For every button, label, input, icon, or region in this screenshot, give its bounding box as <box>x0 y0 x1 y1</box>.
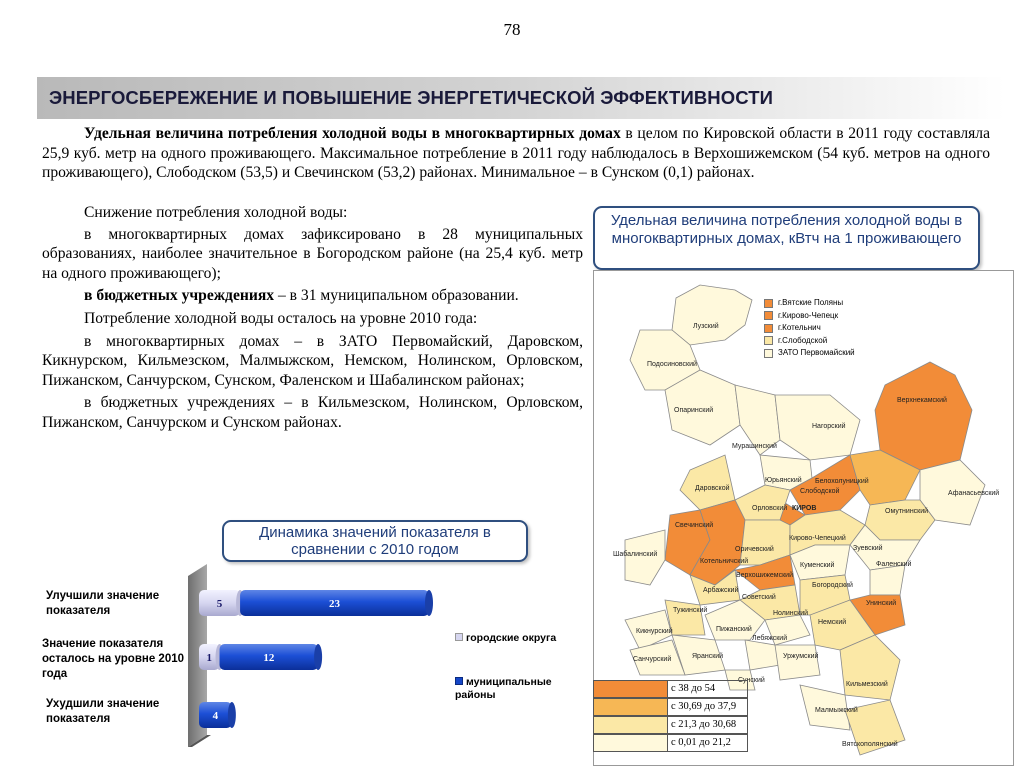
map-city-legend-item <box>764 310 855 323</box>
scale-swatch <box>593 680 668 698</box>
region-verkhnekamsky <box>875 362 972 470</box>
map-label-sovetsky: Советский <box>742 594 776 601</box>
map-label-orichevsky: Оричевский <box>735 546 774 553</box>
scale-swatch <box>593 716 668 734</box>
map-label-kirovochepetsky: Кирово-Чепецкий <box>789 535 846 542</box>
legend-city-label: ЗАТО Первомайский <box>778 348 855 357</box>
chart-data-label: 4 <box>212 710 219 722</box>
map-label-kirov: КИРОВ <box>792 505 817 512</box>
same-heading: Потребление холодной воды осталось на уровне 2010 года: <box>84 309 478 327</box>
chart-category-label-2: Значение показателя осталось на уровне 2010 года <box>42 638 185 680</box>
map-label-verkhoshizhemsky: Верхошижемский <box>736 572 793 579</box>
chart-data-label: 1 <box>206 652 213 664</box>
chart-data-label: 5 <box>216 598 223 610</box>
legend-swatch-urban <box>455 633 463 641</box>
page-title: ЭНЕРГОСБЕРЕЖЕНИЕ И ПОВЫШЕНИЕ ЭНЕРГЕТИЧЕСКОЙ ЭФФЕКТИВНОСТИ <box>49 87 774 108</box>
map-scale-row <box>593 680 748 698</box>
map-callout: Удельная величина потребления холодной воды в многоквартирных домах, кВтч на 1 проживающего <box>593 206 980 270</box>
scale-label: с 38 до 54 <box>668 680 748 698</box>
map-scale-row <box>593 716 748 734</box>
legend-swatch-city <box>764 349 773 358</box>
legend-swatch-city <box>764 324 773 333</box>
map-scale-row <box>593 734 748 752</box>
map-city-legend-item <box>764 347 855 360</box>
chart-legend-districts <box>455 676 565 702</box>
decrease-item-2-rest: – в 31 муниципальном образовании. <box>274 287 519 305</box>
region-falensky <box>870 565 905 595</box>
map-label-arbazhsky: Арбажский <box>703 587 739 594</box>
main-text-column <box>42 203 583 433</box>
map-label-shabalinsky: Шабалинский <box>613 551 658 558</box>
map-label-afanasyevsky: Афанасьевский <box>948 490 1000 497</box>
map-label-murashinsky: Мурашинский <box>732 443 777 450</box>
map-label-nemsky: Немский <box>818 619 847 626</box>
legend-city-label: г.Слободской <box>778 335 828 345</box>
legend-label-districts: муниципальные районы <box>455 676 552 701</box>
map-label-pizhansky: Пижанский <box>716 626 752 633</box>
legend-swatch-city <box>764 336 773 345</box>
map-label-oparinsky: Опаринский <box>674 407 714 414</box>
chart-category-label-1: Улучшили значение показателя <box>46 590 160 617</box>
map-label-kiknursky: Кикнурский <box>636 628 673 635</box>
map-scale-row <box>593 698 748 716</box>
map-label-svechinsky: Свечинский <box>675 522 714 529</box>
legend-city-label: г.Котельнич <box>778 323 821 332</box>
region-orlovsky <box>735 485 790 520</box>
scale-label: с 30,69 до 37,9 <box>668 698 748 716</box>
region-luzsky <box>672 285 752 345</box>
legend-swatch-districts <box>455 677 463 685</box>
scale-swatch <box>593 698 668 716</box>
map-label-slobodskoy: Слободской <box>800 488 840 495</box>
chart-bar-cap <box>228 702 236 728</box>
map-label-belokholunitsky: Белохолуницкий <box>815 478 869 485</box>
map-label-orlovsky: Орловский <box>752 505 788 512</box>
map-label-kumensky: Куменский <box>800 562 835 569</box>
decrease-heading: Снижение потребления холодной воды: <box>84 204 348 221</box>
map-label-vyatskopolyansky: Вятскополянский <box>842 741 898 748</box>
map-label-urzhumsky: Уржумский <box>783 653 819 660</box>
region-omutninsky <box>865 500 935 540</box>
decrease-item-1: в многоквартирных домах зафиксировано в 28 муниципальных образованиях, наиболее значительное в Богородском районе (на 25,4 куб. метр на одного проживающего); <box>42 225 583 282</box>
map-label-yaransky: Яранский <box>692 653 724 660</box>
map-label-falensky: Фаленский <box>876 561 912 568</box>
dynamics-callout: Динамика значений показателя в сравнении с 2010 годом <box>222 520 528 562</box>
map-label-unsky: Унинский <box>866 600 897 607</box>
map-label-yuryansky: Юрьянский <box>765 477 802 484</box>
map-city-legend <box>764 297 855 360</box>
map-city-legend-item <box>764 322 855 335</box>
map-label-luzsky: Лузский <box>693 323 719 330</box>
map-label-kotelnichsky: Котельничский <box>700 558 749 565</box>
map-city-legend-item <box>764 335 855 348</box>
map-label-nagorsky: Нагорский <box>812 423 846 430</box>
map-label-kilmezsky: Кильмезский <box>846 681 888 688</box>
title-bar <box>37 77 1005 119</box>
legend-swatch-city <box>764 299 773 308</box>
map-label-malmyzhsky: Малмыжский <box>815 707 858 714</box>
map-label-zuevsky: Зуевский <box>853 545 883 552</box>
dynamics-bar-chart <box>185 562 445 752</box>
same-item-2: в бюджетных учреждениях – в Кильмезском, Нолинском, Орловском, Пижанском, Санчурском и Сунском районах. <box>42 394 583 431</box>
map-label-bogorodsky: Богородский <box>812 582 853 589</box>
chart-category-label-3: Ухудшили значение показателя <box>46 698 160 725</box>
map-label-omutninsky: Омутнинский <box>885 508 929 515</box>
scale-swatch <box>593 734 668 752</box>
chart-data-label: 23 <box>329 598 341 610</box>
region-darovsky <box>680 455 735 510</box>
scale-label: с 0,01 до 21,2 <box>668 734 748 752</box>
map-label-nolinsky: Нолинский <box>773 610 809 617</box>
chart-bar-cap <box>425 590 433 616</box>
map-label-sanchursky: Санчурский <box>633 656 672 663</box>
intro-paragraph <box>42 124 990 183</box>
legend-city-label: г.Вятские Поляны <box>778 298 844 307</box>
scale-label: с 21,3 до 30,68 <box>668 716 748 734</box>
intro-bold: Удельная величина потребления холодной воды в многоквартирных домах <box>84 125 621 142</box>
map-label-darovsky: Даровской <box>695 485 730 492</box>
chart-legend-urban <box>455 632 556 645</box>
page-number: 78 <box>503 20 521 39</box>
region-urzhumsky <box>775 645 820 680</box>
chart-bar-cap <box>314 644 322 670</box>
legend-city-label: г.Кирово-Чепецк <box>778 310 839 320</box>
decrease-item-2-bold: в бюджетных учреждениях <box>84 287 275 305</box>
map-label-verkhnekamsky: Верхнекамский <box>897 397 947 404</box>
map-scale-legend <box>593 680 748 752</box>
legend-swatch-city <box>764 311 773 320</box>
map-label-tuzhinsky: Тужинский <box>673 607 708 614</box>
legend-label-urban: городские округа <box>466 632 557 644</box>
map-label-sunsky: Сунский <box>738 677 765 684</box>
map-label-podosinovsky: Подосиновский <box>647 361 697 368</box>
map-city-legend-item <box>764 297 855 310</box>
intro-rest: в целом по Кировской области в 2011 году составляла 25,9 куб. метр на одного проживающего. Максимальное потребление в 2011 году наблюдалось в Верхошижемском (54 куб. метров на одного проживающего), Слободском (53,5) и Свечинском (53,2) районах. Минимальное – в Сунском (0,1) районах. <box>42 125 991 182</box>
map-label-lebyazhsky: Лебяжский <box>752 635 788 642</box>
decrease-item-2 <box>42 286 583 306</box>
chart-data-label: 12 <box>263 652 275 664</box>
same-item-1: в многоквартирных домах – в ЗАТО Первомайский, Даровском, Кикнурском, Кильмезском, Малмыжском, Немском, Нолинском, Орловском, Пижанском, Санчурском, Сунском, Фаленском и Шабалинском районах; <box>42 332 583 389</box>
